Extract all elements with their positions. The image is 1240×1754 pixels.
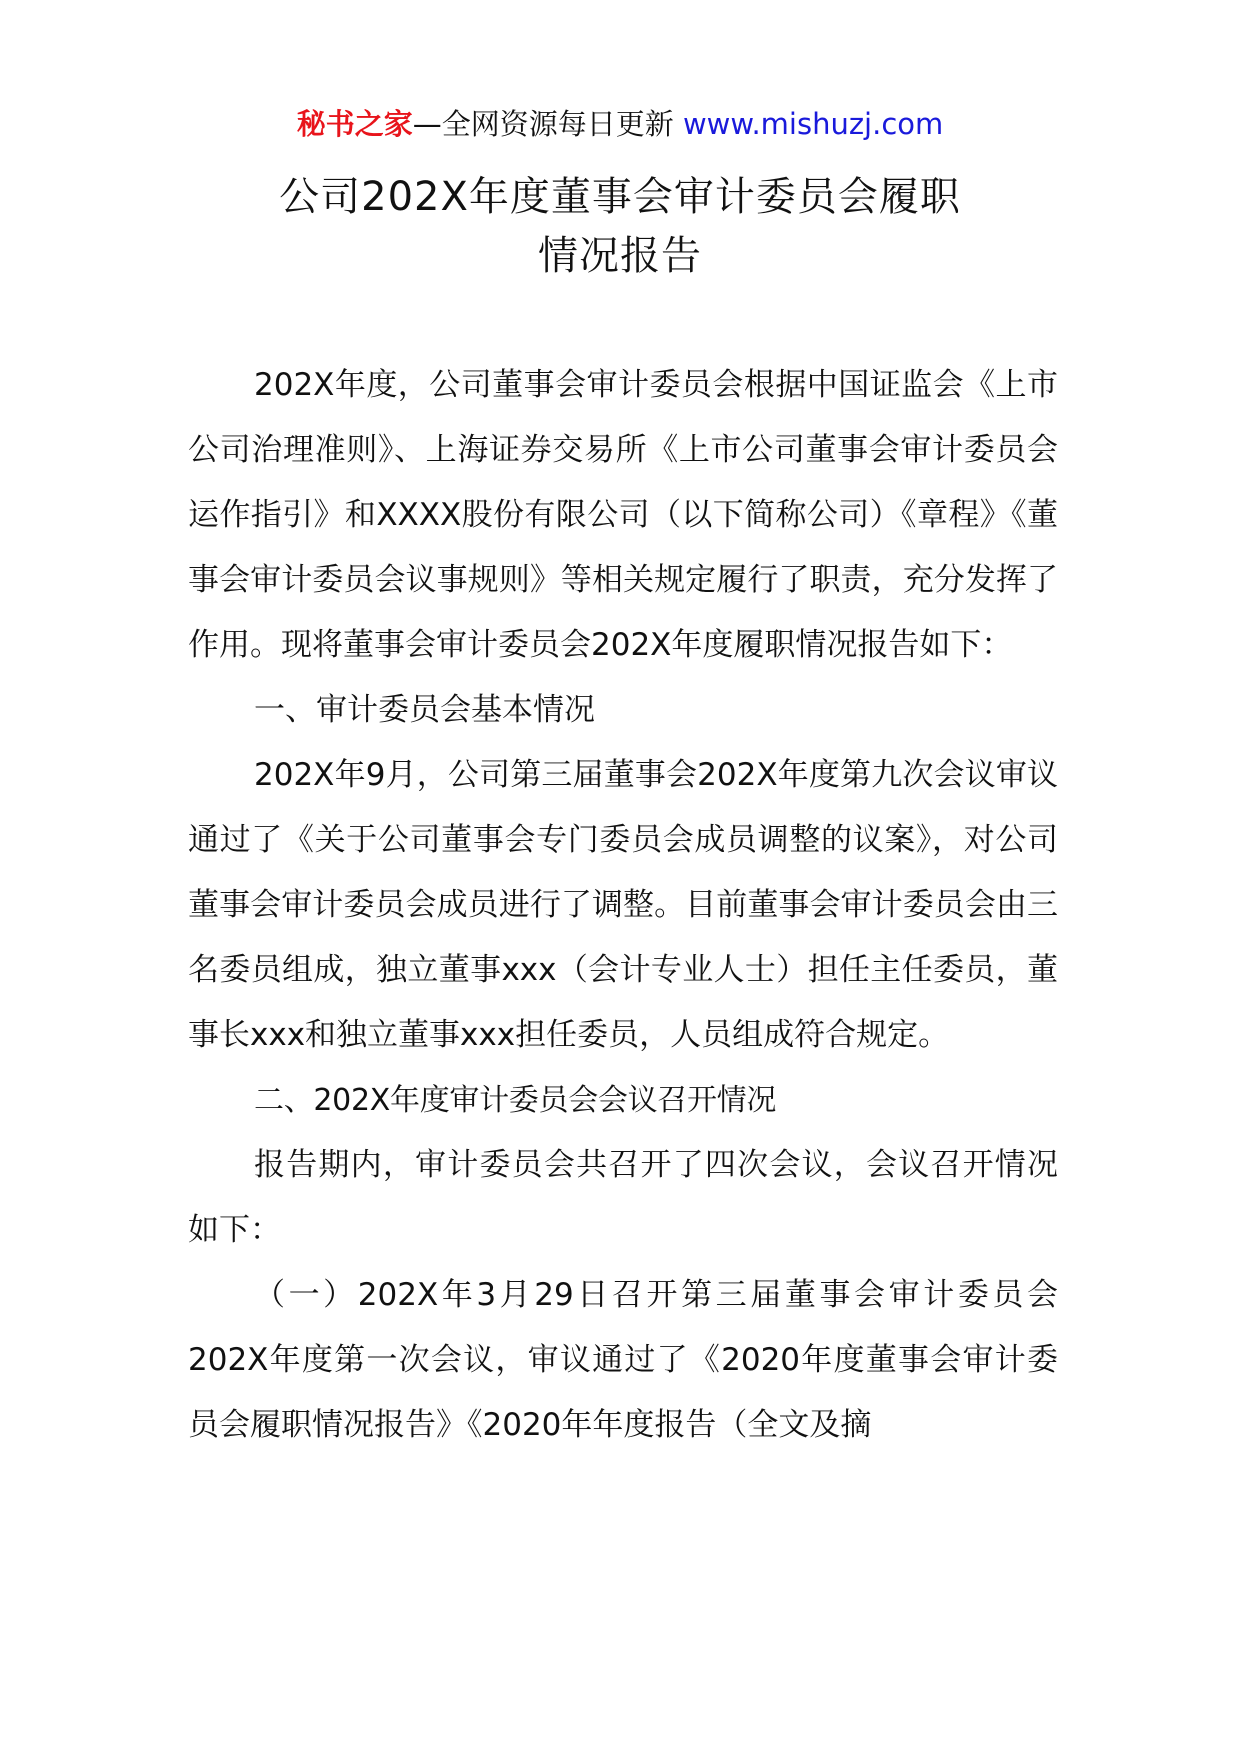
- site-url-link[interactable]: www.mishuzj.com: [682, 107, 944, 141]
- section-heading-2: 二、202X年度审计委员会会议召开情况: [254, 1083, 777, 1118]
- section-heading-1: 一、审计委员会基本情况: [254, 692, 595, 728]
- paragraph-meetings-summary: 报告期内，审计委员会共召开了四次会议，会议召开情况如下：: [188, 1147, 1058, 1248]
- title-line-2: 情况报告: [538, 233, 702, 279]
- header-banner: [0, 104, 1240, 144]
- paragraph-intro: 202X年度，公司董事会审计委员会根据中国证监会《上市公司治理准则》、上海证券交易所《上市公司董事会审计委员会运作指引》和XXXX股份有限公司（以下简称公司）《章程》《董事会审计委员会议事规则》等相关规定履行了职责，充分发挥了作用。现将董事会审计委员会202X年度履职情况报告如下：: [188, 367, 1058, 663]
- paragraph-members: 202X年9月，公司第三届董事会202X年度第九次会议审议通过了《关于公司董事会专门委员会成员调整的议案》，对公司董事会审计委员会成员进行了调整。目前董事会审计委员会由三名委员组成，独立董事xxx（会计专业人士）担任主任委员，董事长xxx和独立董事xxx担任委员，人员组成符合规定。: [188, 757, 1058, 1053]
- title-line-1: 公司202X年度董事会审计委员会履职: [279, 174, 961, 220]
- paragraph-meeting-1: （一）202X年3月29日召开第三届董事会审计委员会202X年度第一次会议，审议通过了《2020年度董事会审计委员会履职情况报告》《2020年年度报告（全文及摘: [188, 1277, 1058, 1443]
- header-tagline: —全网资源每日更新: [412, 107, 683, 141]
- document-body: [188, 353, 1058, 1458]
- brand-name: 秘书之家: [296, 107, 413, 141]
- document-title: [0, 168, 1240, 286]
